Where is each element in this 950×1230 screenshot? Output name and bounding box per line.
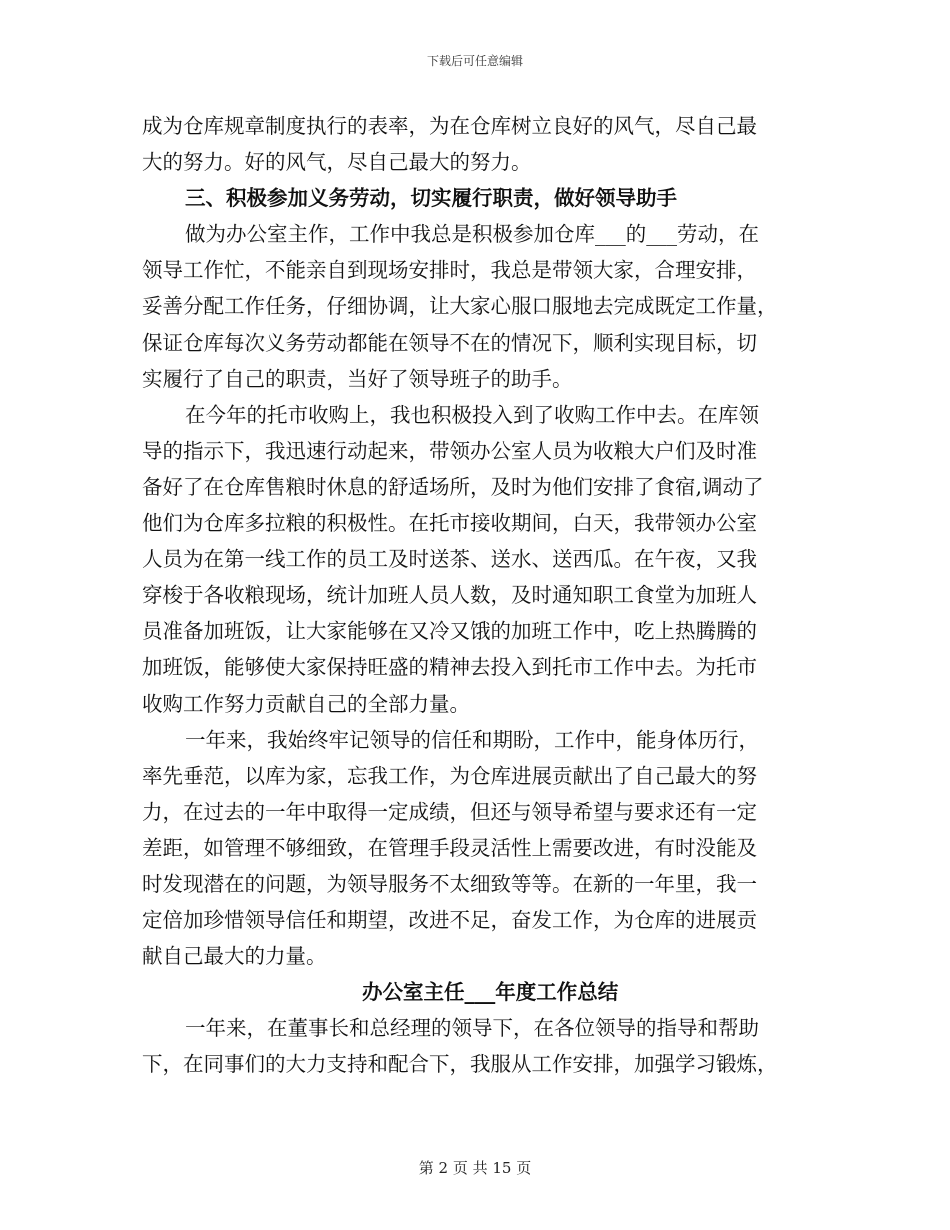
section-heading: 三、积极参加义务劳动，切实履行职责，做好领导助手 (185, 186, 677, 211)
document-body (142, 108, 814, 1083)
document-title: 办公室主任___年度工作总结 (362, 980, 619, 1005)
paragraph-first-line: 一年来，我始终牢记领导的信任和期盼，工作中，能身体历行， (185, 727, 759, 752)
paragraph-first-line: 一年来，在董事长和总经理的领导下，在各位领导的指导和帮助 (185, 1016, 759, 1041)
body-line: 实履行了自己的职责，当好了领导班子的助手。 (142, 366, 573, 391)
body-line: 献自己最大的力量。 (142, 944, 327, 969)
body-line: 成为仓库规章制度执行的表率，为在仓库树立良好的风气，尽自己最 (142, 114, 757, 138)
body-line: 大的努力。好的风气，尽自己最大的努力。 (142, 150, 532, 175)
body-line: 领导工作忙，不能亲自到现场安排时，我总是带领大家，合理安排， (142, 258, 757, 283)
body-line: 下，在同事们的大力支持和配合下，我服从工作安排，加强学习锻炼， (142, 1052, 778, 1077)
body-line: 力，在过去的一年中取得一定成绩，但还与领导希望与要求还有一定 (142, 799, 757, 824)
body-line: 员准备加班饭，让大家能够在又冷又饿的加班工作中，吃上热腾腾的 (142, 619, 757, 644)
body-line: 定倍加珍惜领导信任和期望，改进不足，奋发工作，为仓库的进展贡 (142, 908, 757, 933)
body-line: 差距，如管理不够细致，在管理手段灵活性上需要改进，有时没能及 (142, 835, 757, 860)
page-footer: 第 2 页 共 15 页 (418, 1159, 532, 1177)
body-line: 时发现潜在的问题，为领导服务不太细致等等。在新的一年里，我一 (142, 871, 757, 896)
body-line: 人员为在第一线工作的员工及时送茶、送水、送西瓜。在午夜，又我 (142, 547, 757, 572)
paragraph-first-line: 做为办公室主作，工作中我总是积极参加仓库___的___劳动，在 (185, 222, 759, 247)
body-line: 收购工作努力贡献自己的全部力量。 (142, 691, 470, 716)
body-line: 妥善分配工作任务，仔细协调，让大家心服口服地去完成既定工作量， (142, 294, 778, 319)
paragraph-first-line: 在今年的托市收购上，我也积极投入到了收购工作中去。在库领 (185, 402, 759, 427)
body-line: 他们为仓库多拉粮的积极性。在托市接收期间，白天，我带领办公室 (142, 511, 757, 536)
body-line: 穿梭于各收粮现场，统计加班人员人数，及时通知职工食堂为加班人 (142, 583, 757, 608)
body-line: 导的指示下，我迅速行动起来，带领办公室人员为收粮大户们及时准 (142, 438, 757, 463)
body-line: 保证仓库每次义务劳动都能在领导不在的情况下，顺利实现目标，切 (142, 330, 757, 355)
body-line: 率先垂范，以库为家，忘我工作，为仓库进展贡献出了自己最大的努 (142, 763, 757, 788)
body-line: 备好了在仓库售粮时休息的舒适场所，及时为他们安排了食宿,调动了 (142, 474, 764, 499)
page-header: 下载后可任意编辑 (426, 54, 523, 68)
body-line: 加班饭，能够使大家保持旺盛的精神去投入到托市工作中去。为托市 (142, 655, 757, 680)
